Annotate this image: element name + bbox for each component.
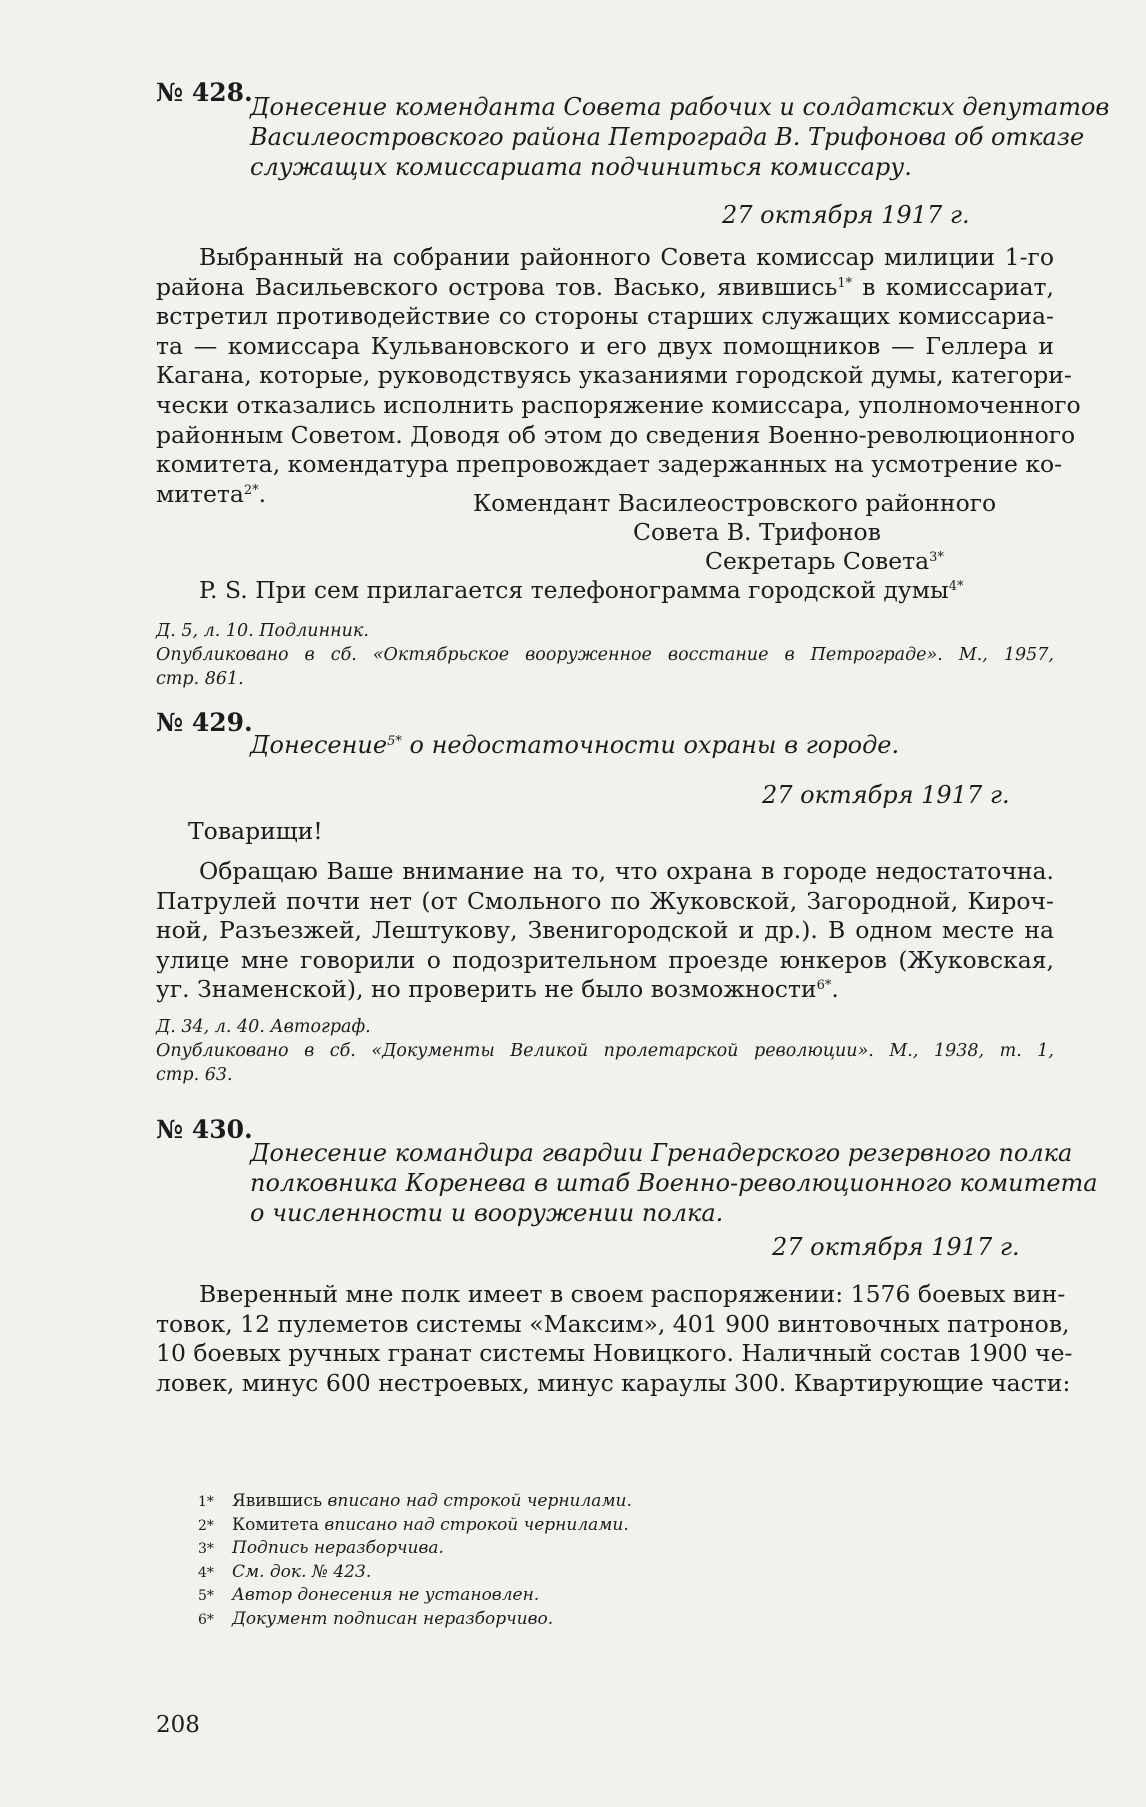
text-run: Секретарь Совета	[705, 547, 930, 575]
source-line: Опубликовано в сб. «Октябрьское вооруженное восстание в Петрограде». М., 1957,	[156, 645, 1054, 665]
doc428-body-line: Выбранный на собрании районного Совета комиссар милиции 1-го	[199, 243, 1054, 271]
doc430-title-line-1: Донесение командира гвардии Гренадерского резервного полка	[250, 1139, 1073, 1167]
text-run: в комиссариат,	[852, 272, 1055, 301]
doc428-signature-commandant: Комендант Василеостровского районного	[473, 489, 997, 517]
text-run: P. S. При сем прилагается телефонограмма городской думы	[199, 576, 949, 604]
footnote-text: Подпись неразборчива.	[232, 1538, 444, 1559]
footnote-ref: 2*	[243, 482, 259, 498]
footnote-mark: 5*	[198, 1588, 214, 1605]
doc428-title-line-2: Василеостровского района Петрограда В. Трифонова об отказе	[250, 123, 1085, 151]
doc430-title-line-2: полковника Коренева в штаб Военно-революционного комитета	[250, 1169, 1098, 1197]
doc428-title	[250, 92, 1109, 182]
doc428-title-line-3: служащих комиссариата подчиниться комиссару.	[250, 153, 912, 181]
doc428-body-line: районным Советом. Доводя об этом до сведения Военно-революционного	[156, 420, 1076, 449]
footnote	[198, 1561, 632, 1585]
footnote-ref: 1*	[837, 275, 853, 291]
doc428-title-line-1: Донесение коменданта Совета рабочих и солдатских депутатов	[250, 93, 1110, 121]
text-run: .	[258, 479, 267, 508]
footnote-text: Автор донесения не установлен.	[232, 1585, 540, 1606]
doc428-body-line	[156, 273, 1054, 303]
footnote-text: Документ подписан неразборчиво.	[232, 1608, 554, 1629]
doc429-body	[156, 857, 1054, 1005]
doc430-body-line: товок, 12 пулеметов системы «Максим», 401 900 винтовочных патронов,	[156, 1309, 1070, 1338]
footnote-text: См. док. № 423.	[232, 1561, 372, 1582]
doc428-number: № 428.	[156, 78, 253, 107]
source-line: стр. 63.	[156, 1065, 233, 1085]
footnote	[198, 1537, 632, 1561]
doc428-body-line: чески отказались исполнить распоряжение комиссара, уполномоченного	[156, 390, 1081, 419]
doc429-body-line: улице мне говорили о подозрительном проезде юнкеров (Жуковская,	[156, 945, 1054, 974]
footnote-mark: 2*	[198, 1517, 214, 1534]
doc429-body-line	[156, 975, 1054, 1005]
doc430-date: 27 октября 1917 г.	[772, 1233, 1020, 1261]
doc429-date: 27 октября 1917 г.	[762, 781, 1010, 809]
doc429-number: № 429.	[156, 708, 253, 737]
doc429-salutation: Товарищи!	[188, 817, 323, 845]
doc430-title-line-3: о численности и вооружении полка.	[250, 1199, 724, 1227]
footnote-mark: 3*	[198, 1541, 214, 1558]
doc430-body-line: 10 боевых ручных гранат системы Новицкого. Наличный состав 1900 че-	[156, 1339, 1073, 1368]
doc429-title	[250, 730, 899, 760]
footnote-ref: 3*	[929, 550, 944, 566]
footnote	[198, 1514, 632, 1538]
footnote-mark: 1*	[198, 1494, 214, 1510]
footnote	[198, 1608, 632, 1632]
doc429-body-line: ной, Разъезжей, Лештукову, Звенигородской и др.). В одном месте на	[156, 916, 1054, 945]
footnote-word: Комитета	[232, 1514, 319, 1535]
doc429-body-line: Патрулей почти нет (от Смольного по Жуковской, Загородной, Кироч-	[156, 886, 1054, 915]
doc428-source	[156, 619, 1054, 691]
footnote-text: вписано над строкой чернилами.	[318, 1514, 629, 1535]
doc428-postscript	[199, 576, 964, 606]
doc428-body-line: Кагана, которые, руководствуясь указаниями городской думы, категори-	[156, 361, 1072, 390]
doc430-body-line: ловек, минус 600 нестроевых, минус караулы 300. Квартирующие части:	[156, 1368, 1071, 1397]
text-run: о недостаточности охраны в городе.	[401, 731, 900, 759]
footnote-mark: 6*	[198, 1611, 214, 1628]
doc430-body-line: Вверенный мне полк имеет в своем распоряжении: 1576 боевых вин-	[199, 1280, 1066, 1308]
doc428-body	[156, 243, 1081, 509]
doc428-signature-secretary	[705, 547, 944, 577]
text-run: митета	[156, 479, 244, 508]
footnote-mark: 4*	[198, 1564, 214, 1581]
text-run: Донесение	[250, 731, 388, 759]
text-run: .	[831, 975, 839, 1004]
doc428-date: 27 октября 1917 г.	[722, 201, 970, 229]
doc430-number: № 430.	[156, 1115, 253, 1144]
footnote-text: вписано над строкой чернилами.	[322, 1491, 632, 1511]
source-line: стр. 861.	[156, 669, 244, 689]
footnote-ref: 5*	[387, 734, 402, 750]
doc428-signature-name: Совета В. Трифонов	[633, 518, 881, 546]
doc429-source	[156, 1015, 1054, 1087]
source-line: Д. 34, л. 40. Автограф.	[156, 1017, 371, 1037]
doc428-body-line: встретил противодействие со стороны старших служащих комиссариа-	[156, 302, 1054, 331]
text-run: уг. Знаменской), но проверить не было возможности	[156, 975, 817, 1004]
doc428-body-line: комитета, комендатура препровождает задержанных на усмотрение ко-	[156, 450, 1063, 479]
source-line: Д. 5, л. 10. Подлинник.	[156, 621, 369, 641]
doc428-body-line: та — комиссара Кульвановского и его двух помощников — Геллера и	[156, 331, 1054, 360]
footnote	[198, 1584, 632, 1608]
footnote	[198, 1490, 632, 1514]
footnotes	[198, 1490, 632, 1632]
page-number: 208	[156, 1712, 200, 1738]
source-line: Опубликовано в сб. «Документы Великой пролетарской революции». М., 1938, т. 1,	[156, 1041, 1054, 1061]
doc429-body-line: Обращаю Ваше внимание на то, что охрана в городе недостаточна.	[199, 857, 1054, 885]
text-run: района Васильевского острова тов. Васько, явившись	[156, 272, 838, 301]
doc430-title	[250, 1138, 1098, 1228]
footnote-word: Явившись	[232, 1491, 323, 1511]
doc430-body	[156, 1280, 1073, 1398]
footnote-ref: 6*	[816, 978, 832, 994]
footnote-ref: 4*	[948, 579, 964, 595]
